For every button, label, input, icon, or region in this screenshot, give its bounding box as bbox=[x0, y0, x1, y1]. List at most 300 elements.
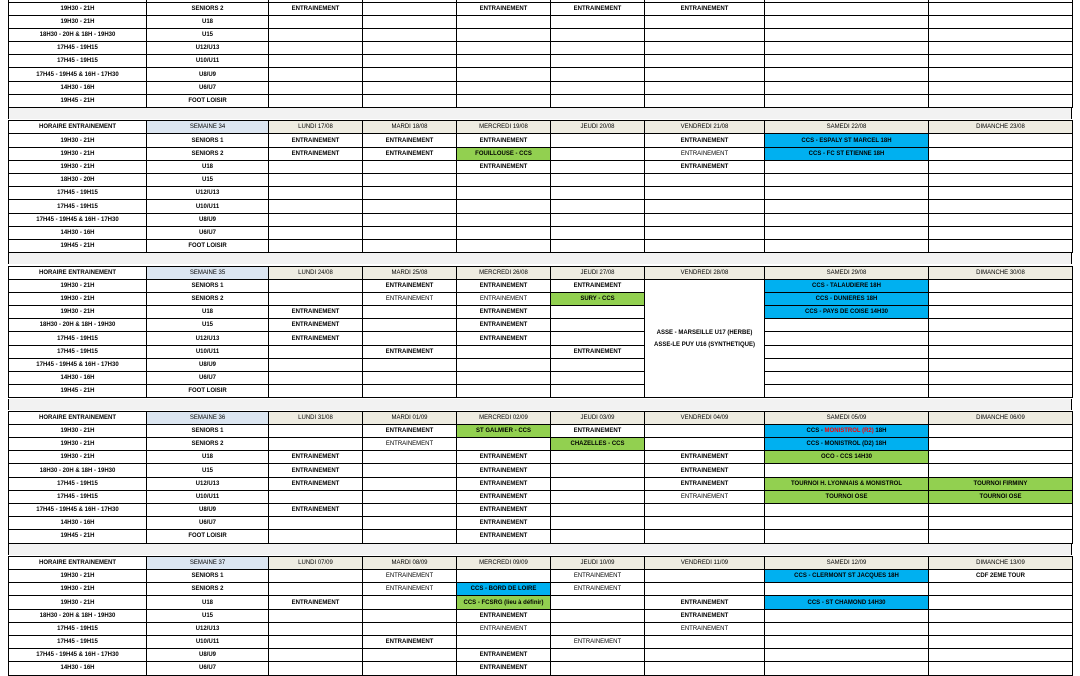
time-slot: 14H30 - 16H bbox=[9, 226, 147, 239]
day-header: JEUDI 03/09 bbox=[551, 411, 645, 424]
schedule-entry: ENTRAINEMENT bbox=[457, 477, 551, 490]
day-header: JEUDI 10/09 bbox=[551, 556, 645, 569]
day-header: DIMANCHE 06/09 bbox=[929, 411, 1073, 424]
time-slot: 17H45 - 19H15 bbox=[9, 636, 147, 649]
schedule-entry: ENTRAINEMENT bbox=[269, 332, 363, 345]
empty-cell bbox=[457, 42, 551, 55]
day-header: MARDI 08/09 bbox=[363, 556, 457, 569]
week-separator bbox=[8, 399, 1072, 410]
schedule-entry: ENTRAINEMENT bbox=[457, 649, 551, 662]
empty-cell bbox=[269, 213, 363, 226]
empty-cell bbox=[457, 438, 551, 451]
team-name: U8/U9 bbox=[147, 358, 269, 371]
team-name: FOOT LOISIR bbox=[147, 239, 269, 252]
time-slot: 14H30 - 16H bbox=[9, 662, 147, 675]
schedule-entry: CCS - MONISTROL (D2) 18H bbox=[765, 438, 929, 451]
schedule-row bbox=[9, 332, 1073, 345]
week-header-row bbox=[9, 266, 1073, 279]
schedule-row bbox=[9, 385, 1073, 398]
schedule-entry: TOURNOI H. LYONNAIS & MONISTROL bbox=[765, 477, 929, 490]
empty-cell bbox=[551, 530, 645, 543]
team-name: U12/U13 bbox=[147, 42, 269, 55]
empty-cell bbox=[269, 174, 363, 187]
time-slot: 14H30 - 16H bbox=[9, 517, 147, 530]
day-header: VENDREDI 11/09 bbox=[645, 556, 765, 569]
schedule-entry: ENTRAINEMENT bbox=[363, 424, 457, 437]
empty-cell bbox=[363, 504, 457, 517]
schedule-row bbox=[9, 239, 1073, 252]
schedule-entry: ENTRAINEMENT bbox=[645, 160, 765, 173]
empty-cell bbox=[551, 372, 645, 385]
empty-cell bbox=[765, 464, 929, 477]
empty-cell bbox=[363, 477, 457, 490]
empty-cell bbox=[929, 424, 1073, 437]
schedule-entry: ENTRAINEMENT bbox=[645, 2, 765, 15]
team-name: SENIORS 2 bbox=[147, 147, 269, 160]
empty-cell bbox=[457, 345, 551, 358]
empty-cell bbox=[929, 42, 1073, 55]
schedule-row bbox=[9, 94, 1073, 107]
empty-cell bbox=[765, 530, 929, 543]
day-header: SAMEDI 29/08 bbox=[765, 266, 929, 279]
schedule-row bbox=[9, 570, 1073, 583]
team-name: U8/U9 bbox=[147, 649, 269, 662]
empty-cell bbox=[645, 662, 765, 675]
empty-cell bbox=[929, 332, 1073, 345]
schedule-row bbox=[9, 504, 1073, 517]
team-name: U18 bbox=[147, 596, 269, 609]
schedule-row bbox=[9, 55, 1073, 68]
empty-cell bbox=[765, 200, 929, 213]
day-header: MARDI 25/08 bbox=[363, 266, 457, 279]
team-name: SENIORS 2 bbox=[147, 2, 269, 15]
schedule-entry: ENTRAINEMENT bbox=[551, 424, 645, 437]
empty-cell bbox=[363, 517, 457, 530]
week-separator bbox=[8, 253, 1072, 264]
team-name: U6/U7 bbox=[147, 517, 269, 530]
empty-cell bbox=[457, 174, 551, 187]
empty-cell bbox=[269, 345, 363, 358]
empty-cell bbox=[929, 517, 1073, 530]
team-name: U15 bbox=[147, 28, 269, 41]
empty-cell bbox=[363, 226, 457, 239]
empty-cell bbox=[457, 213, 551, 226]
schedule-entry: CCS - CLERMONT ST JACQUES 18H bbox=[765, 570, 929, 583]
empty-cell bbox=[551, 213, 645, 226]
schedule-entry: ENTRAINEMENT bbox=[363, 570, 457, 583]
empty-cell bbox=[363, 28, 457, 41]
time-slot: 17H45 - 19H15 bbox=[9, 187, 147, 200]
empty-cell bbox=[363, 68, 457, 81]
empty-cell bbox=[929, 636, 1073, 649]
empty-cell bbox=[929, 81, 1073, 94]
empty-cell bbox=[269, 15, 363, 28]
empty-cell bbox=[363, 451, 457, 464]
schedule-entry: ENTRAINEMENT bbox=[645, 609, 765, 622]
empty-cell bbox=[551, 15, 645, 28]
empty-cell bbox=[929, 662, 1073, 675]
empty-cell bbox=[929, 504, 1073, 517]
team-name: U15 bbox=[147, 464, 269, 477]
empty-cell bbox=[551, 42, 645, 55]
empty-cell bbox=[457, 636, 551, 649]
team-name: U15 bbox=[147, 174, 269, 187]
schedule-entry: FOUILLOUSE - CCS bbox=[457, 147, 551, 160]
empty-cell bbox=[363, 530, 457, 543]
header-label: HORAIRE ENTRAINEMENT bbox=[9, 121, 147, 134]
empty-cell bbox=[457, 570, 551, 583]
schedule-row bbox=[9, 517, 1073, 530]
schedule-entry: ENTRAINEMENT bbox=[457, 279, 551, 292]
empty-cell bbox=[551, 609, 645, 622]
empty-cell bbox=[551, 451, 645, 464]
schedule-entry: ENTRAINEMENT bbox=[457, 2, 551, 15]
empty-cell bbox=[363, 200, 457, 213]
schedule-entry: ENTRAINEMENT bbox=[363, 438, 457, 451]
schedule-row bbox=[9, 319, 1073, 332]
time-slot: 17H45 - 19H45 & 16H - 17H30 bbox=[9, 504, 147, 517]
empty-cell bbox=[765, 609, 929, 622]
empty-cell bbox=[645, 68, 765, 81]
empty-cell bbox=[551, 490, 645, 503]
schedule-row bbox=[9, 68, 1073, 81]
empty-cell bbox=[269, 517, 363, 530]
schedule-entry: TOURNOI OSE bbox=[765, 490, 929, 503]
schedule-entry: ENTRAINEMENT bbox=[457, 504, 551, 517]
empty-cell bbox=[929, 438, 1073, 451]
schedule-row bbox=[9, 226, 1073, 239]
schedule-row bbox=[9, 279, 1073, 292]
schedule-row bbox=[9, 438, 1073, 451]
empty-cell bbox=[363, 385, 457, 398]
team-name: U10/U11 bbox=[147, 345, 269, 358]
empty-cell bbox=[363, 174, 457, 187]
empty-cell bbox=[363, 649, 457, 662]
schedule-row bbox=[9, 636, 1073, 649]
empty-cell bbox=[765, 226, 929, 239]
day-header: DIMANCHE 23/08 bbox=[929, 121, 1073, 134]
schedule-row bbox=[9, 28, 1073, 41]
schedule-entry: CCS - ESPALY ST MARCEL 18H bbox=[765, 134, 929, 147]
time-slot: 18H30 - 20H bbox=[9, 174, 147, 187]
schedule-entry: OCO - CCS 14H30 bbox=[765, 451, 929, 464]
empty-cell bbox=[645, 187, 765, 200]
empty-cell bbox=[269, 200, 363, 213]
empty-cell bbox=[457, 68, 551, 81]
schedule-row bbox=[9, 345, 1073, 358]
empty-cell bbox=[765, 332, 929, 345]
schedule-entry: CCS - PAYS DE COISE 14H30 bbox=[765, 306, 929, 319]
empty-cell bbox=[269, 239, 363, 252]
schedule-entry: ENTRAINEMENT bbox=[551, 583, 645, 596]
empty-cell bbox=[929, 239, 1073, 252]
empty-cell bbox=[363, 332, 457, 345]
empty-cell bbox=[269, 372, 363, 385]
empty-cell bbox=[269, 583, 363, 596]
empty-cell bbox=[457, 200, 551, 213]
time-slot: 19H30 - 21H bbox=[9, 438, 147, 451]
schedule-entry: SURY - CCS bbox=[551, 292, 645, 305]
schedule-row bbox=[9, 649, 1073, 662]
empty-cell bbox=[457, 28, 551, 41]
team-name: FOOT LOISIR bbox=[147, 94, 269, 107]
empty-cell bbox=[269, 385, 363, 398]
empty-cell bbox=[929, 94, 1073, 107]
schedule-row bbox=[9, 160, 1073, 173]
time-slot: 19H30 - 21H bbox=[9, 147, 147, 160]
empty-cell bbox=[929, 530, 1073, 543]
empty-cell bbox=[765, 68, 929, 81]
empty-cell bbox=[269, 530, 363, 543]
empty-cell bbox=[363, 358, 457, 371]
day-header: LUNDI 24/08 bbox=[269, 266, 363, 279]
empty-cell bbox=[551, 477, 645, 490]
schedule-entry: ENTRAINEMENT bbox=[551, 2, 645, 15]
team-name: FOOT LOISIR bbox=[147, 530, 269, 543]
empty-cell bbox=[765, 213, 929, 226]
empty-cell bbox=[645, 239, 765, 252]
event-note-line: ASSE-LE PUY U16 (SYNTHETIQUE) bbox=[654, 341, 755, 348]
schedule-entry bbox=[765, 424, 929, 437]
schedule-entry: ENTRAINEMENT bbox=[645, 464, 765, 477]
team-name: U12/U13 bbox=[147, 622, 269, 635]
schedule-entry: CDF 2EME TOUR bbox=[929, 570, 1073, 583]
empty-cell bbox=[551, 517, 645, 530]
friday-event-note bbox=[645, 279, 765, 398]
empty-cell bbox=[363, 609, 457, 622]
team-name: U6/U7 bbox=[147, 662, 269, 675]
team-name: U18 bbox=[147, 306, 269, 319]
schedule-row bbox=[9, 609, 1073, 622]
empty-cell bbox=[551, 55, 645, 68]
time-slot: 19H45 - 21H bbox=[9, 530, 147, 543]
empty-cell bbox=[765, 15, 929, 28]
time-slot: 17H45 - 19H15 bbox=[9, 332, 147, 345]
schedule-entry: ENTRAINEMENT bbox=[269, 451, 363, 464]
schedule-entry: ST GALMIER - CCS bbox=[457, 424, 551, 437]
schedule-entry: ENTRAINEMENT bbox=[363, 345, 457, 358]
schedule-entry: ENTRAINEMENT bbox=[457, 609, 551, 622]
empty-cell bbox=[765, 187, 929, 200]
time-slot: 14H30 - 16H bbox=[9, 81, 147, 94]
schedule-entry: ENTRAINEMENT bbox=[269, 464, 363, 477]
team-name: U8/U9 bbox=[147, 504, 269, 517]
time-slot: 19H30 - 21H bbox=[9, 451, 147, 464]
empty-cell bbox=[645, 81, 765, 94]
empty-cell bbox=[551, 174, 645, 187]
empty-cell bbox=[645, 94, 765, 107]
empty-cell bbox=[269, 81, 363, 94]
empty-cell bbox=[645, 438, 765, 451]
schedule-row bbox=[9, 530, 1073, 543]
cell-text-part: 18H bbox=[873, 427, 887, 434]
schedule-entry: ENTRAINEMENT bbox=[457, 292, 551, 305]
time-slot: 17H45 - 19H15 bbox=[9, 622, 147, 635]
schedule-entry: ENTRAINEMENT bbox=[457, 319, 551, 332]
day-header: VENDREDI 04/09 bbox=[645, 411, 765, 424]
empty-cell bbox=[929, 372, 1073, 385]
empty-cell bbox=[929, 385, 1073, 398]
schedule-entry: ENTRAINEMENT bbox=[269, 147, 363, 160]
header-label: HORAIRE ENTRAINEMENT bbox=[9, 266, 147, 279]
empty-cell bbox=[645, 583, 765, 596]
schedule-row bbox=[9, 15, 1073, 28]
schedule-entry: CHAZELLES - CCS bbox=[551, 438, 645, 451]
time-slot: 19H30 - 21H bbox=[9, 424, 147, 437]
empty-cell bbox=[551, 662, 645, 675]
empty-cell bbox=[645, 226, 765, 239]
day-header: MERCREDI 19/08 bbox=[457, 121, 551, 134]
empty-cell bbox=[765, 42, 929, 55]
schedule-entry: ENTRAINEMENT bbox=[363, 636, 457, 649]
day-header: MARDI 01/09 bbox=[363, 411, 457, 424]
empty-cell bbox=[645, 15, 765, 28]
time-slot: 19H30 - 21H bbox=[9, 583, 147, 596]
empty-cell bbox=[363, 160, 457, 173]
empty-cell bbox=[929, 2, 1073, 15]
team-name: U10/U11 bbox=[147, 55, 269, 68]
empty-cell bbox=[363, 662, 457, 675]
empty-cell bbox=[645, 570, 765, 583]
team-name: SENIORS 1 bbox=[147, 424, 269, 437]
empty-cell bbox=[269, 55, 363, 68]
empty-cell bbox=[929, 160, 1073, 173]
week-name: SEMAINE 36 bbox=[147, 411, 269, 424]
schedule-row bbox=[9, 200, 1073, 213]
empty-cell bbox=[269, 94, 363, 107]
team-name: FOOT LOISIR bbox=[147, 385, 269, 398]
empty-cell bbox=[645, 174, 765, 187]
empty-cell bbox=[551, 596, 645, 609]
empty-cell bbox=[269, 662, 363, 675]
day-header: MARDI 18/08 bbox=[363, 121, 457, 134]
empty-cell bbox=[269, 438, 363, 451]
header-label: HORAIRE ENTRAINEMENT bbox=[9, 556, 147, 569]
empty-cell bbox=[551, 200, 645, 213]
empty-cell bbox=[551, 464, 645, 477]
day-header: VENDREDI 21/08 bbox=[645, 121, 765, 134]
schedule-entry: CCS - FC ST ETIENNE 18H bbox=[765, 147, 929, 160]
empty-cell bbox=[929, 609, 1073, 622]
schedule-row bbox=[9, 583, 1073, 596]
empty-cell bbox=[269, 42, 363, 55]
empty-cell bbox=[929, 319, 1073, 332]
empty-cell bbox=[551, 622, 645, 635]
empty-cell bbox=[363, 213, 457, 226]
empty-cell bbox=[645, 213, 765, 226]
empty-cell bbox=[929, 55, 1073, 68]
empty-cell bbox=[551, 68, 645, 81]
day-header: MERCREDI 02/09 bbox=[457, 411, 551, 424]
empty-cell bbox=[765, 517, 929, 530]
empty-cell bbox=[929, 226, 1073, 239]
empty-cell bbox=[551, 94, 645, 107]
empty-cell bbox=[363, 596, 457, 609]
day-header: LUNDI 31/08 bbox=[269, 411, 363, 424]
team-name: U18 bbox=[147, 15, 269, 28]
empty-cell bbox=[765, 160, 929, 173]
empty-cell bbox=[363, 319, 457, 332]
empty-cell bbox=[765, 636, 929, 649]
empty-cell bbox=[929, 200, 1073, 213]
empty-cell bbox=[765, 358, 929, 371]
team-name: SENIORS 1 bbox=[147, 134, 269, 147]
empty-cell bbox=[269, 622, 363, 635]
empty-cell bbox=[765, 372, 929, 385]
team-name: SENIORS 1 bbox=[147, 570, 269, 583]
empty-cell bbox=[765, 239, 929, 252]
schedule-row bbox=[9, 424, 1073, 437]
empty-cell bbox=[765, 55, 929, 68]
empty-cell bbox=[363, 490, 457, 503]
schedule-entry: ENTRAINEMENT bbox=[645, 147, 765, 160]
team-name: SENIORS 2 bbox=[147, 438, 269, 451]
schedule-entry: ENTRAINEMENT bbox=[363, 583, 457, 596]
schedule-entry: ENTRAINEMENT bbox=[457, 332, 551, 345]
empty-cell bbox=[765, 583, 929, 596]
schedule-entry: ENTRAINEMENT bbox=[269, 504, 363, 517]
schedule-entry: ENTRAINEMENT bbox=[645, 134, 765, 147]
day-header: SAMEDI 12/09 bbox=[765, 556, 929, 569]
empty-cell bbox=[457, 385, 551, 398]
empty-cell bbox=[551, 160, 645, 173]
time-slot: 17H45 - 19H45 & 16H - 17H30 bbox=[9, 68, 147, 81]
empty-cell bbox=[269, 358, 363, 371]
time-slot: 19H45 - 21H bbox=[9, 385, 147, 398]
empty-cell bbox=[269, 424, 363, 437]
cell-text-part: CCS - bbox=[806, 427, 825, 434]
team-name: SENIORS 2 bbox=[147, 292, 269, 305]
schedule-entry: CCS - BORD DE LOIRE bbox=[457, 583, 551, 596]
time-slot: 19H45 - 21H bbox=[9, 94, 147, 107]
schedule-entry: ENTRAINEMENT bbox=[457, 306, 551, 319]
team-name: U6/U7 bbox=[147, 81, 269, 94]
empty-cell bbox=[363, 42, 457, 55]
schedule-entry: ENTRAINEMENT bbox=[457, 134, 551, 147]
empty-cell bbox=[645, 200, 765, 213]
week-name: SEMAINE 37 bbox=[147, 556, 269, 569]
empty-cell bbox=[363, 187, 457, 200]
empty-cell bbox=[929, 583, 1073, 596]
time-slot: 17H45 - 19H45 & 16H - 17H30 bbox=[9, 358, 147, 371]
team-name: U6/U7 bbox=[147, 226, 269, 239]
time-slot: 17H45 - 19H15 bbox=[9, 55, 147, 68]
empty-cell bbox=[929, 187, 1073, 200]
week-name: SEMAINE 34 bbox=[147, 121, 269, 134]
schedule-row bbox=[9, 622, 1073, 635]
empty-cell bbox=[551, 385, 645, 398]
empty-cell bbox=[929, 15, 1073, 28]
empty-cell bbox=[765, 649, 929, 662]
schedule-entry: ENTRAINEMENT bbox=[645, 596, 765, 609]
empty-cell bbox=[929, 596, 1073, 609]
empty-cell bbox=[551, 81, 645, 94]
schedule-entry: ENTRAINEMENT bbox=[269, 596, 363, 609]
empty-cell bbox=[645, 517, 765, 530]
schedule-row bbox=[9, 213, 1073, 226]
day-header: LUNDI 07/09 bbox=[269, 556, 363, 569]
day-header: MERCREDI 09/09 bbox=[457, 556, 551, 569]
empty-cell bbox=[551, 504, 645, 517]
week-header-row bbox=[9, 121, 1073, 134]
empty-cell bbox=[269, 609, 363, 622]
empty-cell bbox=[457, 226, 551, 239]
empty-cell bbox=[765, 504, 929, 517]
event-note-line: ASSE - MARSEILLE U17 (HERBE) bbox=[656, 329, 753, 336]
empty-cell bbox=[363, 15, 457, 28]
empty-cell bbox=[551, 358, 645, 371]
empty-cell bbox=[765, 345, 929, 358]
